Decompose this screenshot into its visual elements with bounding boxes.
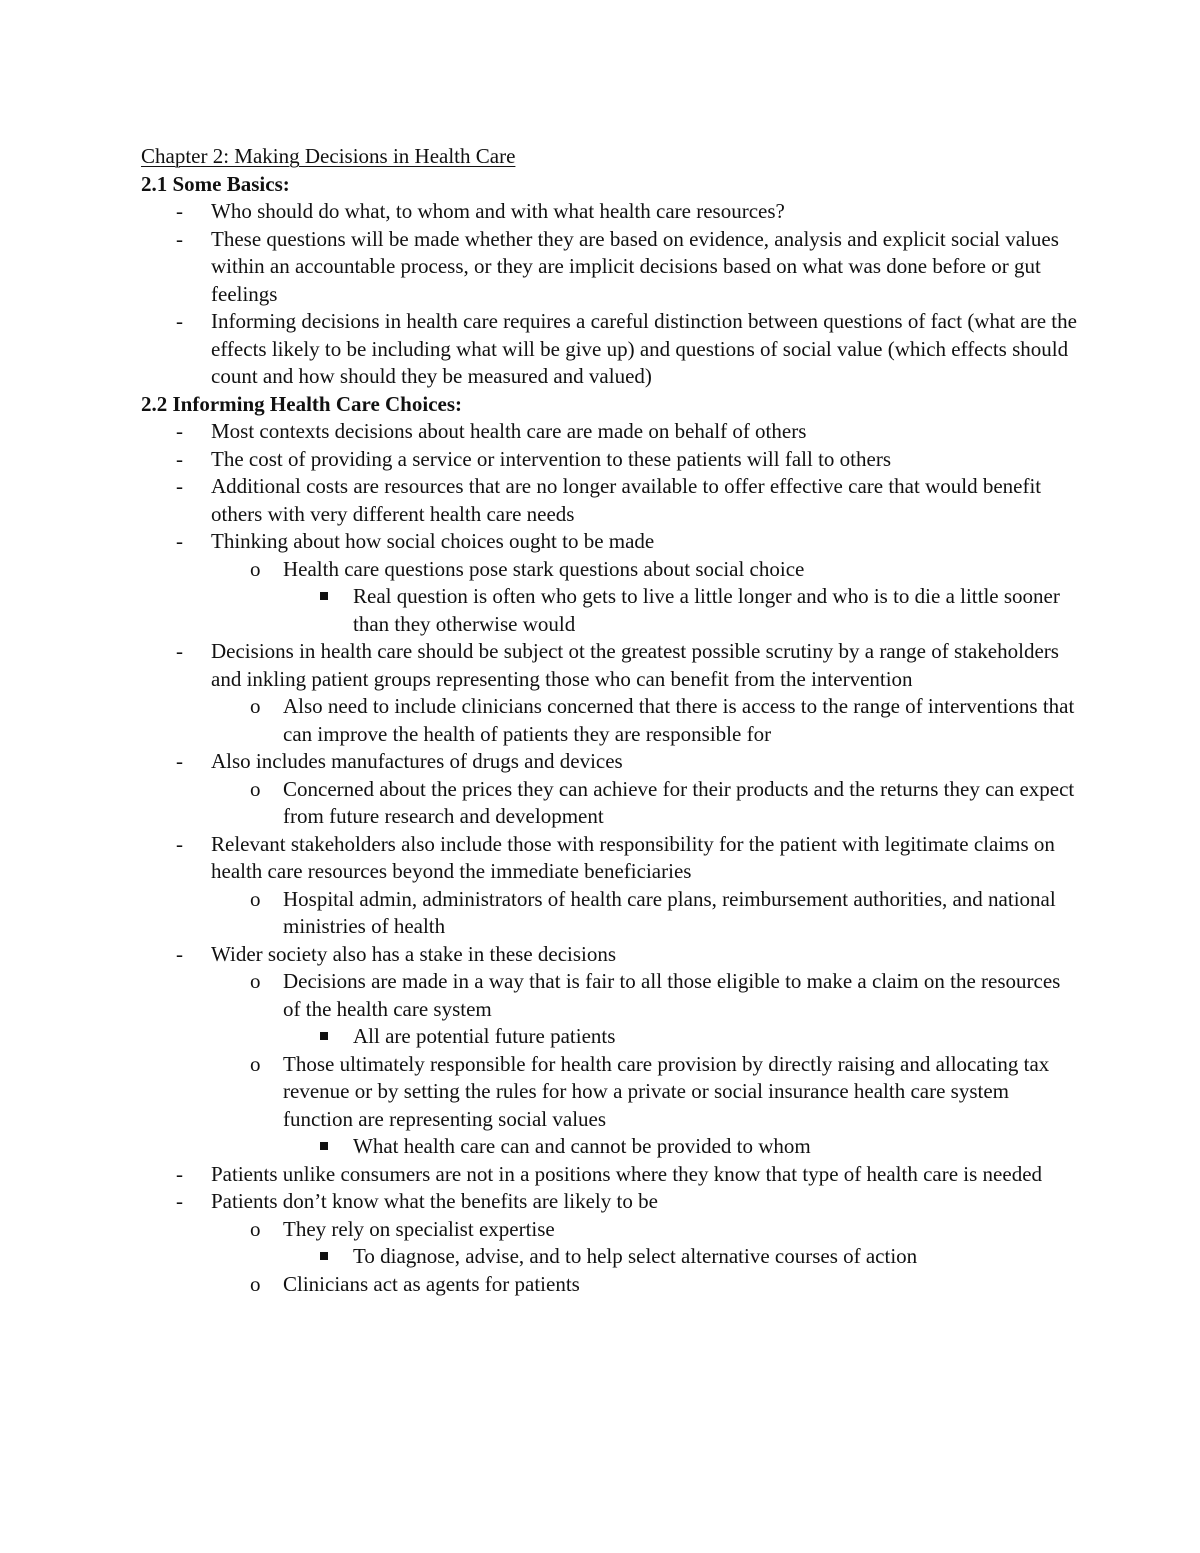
bullet-list-level-1 xyxy=(141,198,1081,391)
square-bullet-icon xyxy=(320,1252,328,1260)
list-item xyxy=(141,473,1081,528)
list-item xyxy=(141,776,1081,831)
circle-bullet-icon: o xyxy=(250,1216,261,1241)
circle-bullet-icon: o xyxy=(250,1051,261,1076)
list-item-text: Informing decisions in health care requires a careful distinction between questions of fact (what are the effects likely to be including what will be give up) and questions of social value (which effects should count and how should they be measured and valued) xyxy=(211,309,1077,388)
bullet-list-level-3 xyxy=(283,1133,1081,1161)
list-item xyxy=(141,748,1081,831)
list-item xyxy=(141,1188,1081,1298)
circle-bullet-icon: o xyxy=(250,776,261,801)
list-item xyxy=(141,1216,1081,1271)
circle-bullet-icon: o xyxy=(250,556,261,581)
list-item xyxy=(141,556,1081,639)
circle-bullet-icon: o xyxy=(250,1271,261,1296)
list-item-text: The cost of providing a service or intervention to these patients will fall to others xyxy=(211,446,891,471)
list-item-text: Concerned about the prices they can achieve for their products and the returns they can expect from future research and development xyxy=(283,776,1075,828)
bullet-list-level-3 xyxy=(283,1243,1081,1271)
list-item-text: Also includes manufactures of drugs and devices xyxy=(211,749,623,773)
list-item-text: Health care questions pose stark questions about social choice xyxy=(283,556,805,581)
dash-bullet-icon: - xyxy=(176,199,183,223)
list-item-text: Clinicians act as agents for patients xyxy=(283,1271,580,1296)
list-item xyxy=(141,1243,1081,1271)
list-item xyxy=(141,886,1081,941)
dash-bullet-icon: - xyxy=(176,639,183,663)
list-item-text: Real question is often who gets to live a little longer and who is to die a little sooner than they otherwise would xyxy=(353,584,1060,636)
list-item-text: Those ultimately responsible for health care provision by directly raising and allocating tax revenue or by setting the rules for how a private or social insurance health care system function are representing social values xyxy=(283,1051,1050,1131)
bullet-list-level-3 xyxy=(283,583,1081,638)
dash-bullet-icon: - xyxy=(176,1189,183,1213)
list-item xyxy=(141,308,1081,391)
list-item xyxy=(141,638,1081,748)
list-item xyxy=(141,1051,1081,1161)
list-item xyxy=(141,418,1081,446)
dash-bullet-icon: - xyxy=(176,226,183,251)
list-item-text: Who should do what, to whom and with what health care resources? xyxy=(211,199,785,223)
list-item-text: Patients don’t know what the benefits are likely to be xyxy=(211,1189,658,1213)
list-item-text: What health care can and cannot be provided to whom xyxy=(353,1134,811,1158)
document-page xyxy=(141,143,1081,1298)
list-item xyxy=(141,446,1081,474)
list-item xyxy=(141,831,1081,941)
list-item xyxy=(141,1161,1081,1189)
dash-bullet-icon: - xyxy=(176,941,183,966)
bullet-list-level-2 xyxy=(211,968,1081,1161)
section xyxy=(141,171,1081,391)
list-item-text: Relevant stakeholders also include those with responsibility for the patient with legitimate claims on health care resources beyond the immediate beneficiaries xyxy=(211,831,1055,883)
list-item-text: Also need to include clinicians concerned that there is access to the range of interventions that can improve the health of patients they are responsible for xyxy=(283,694,1075,746)
bullet-list-level-1 xyxy=(141,418,1081,1298)
bullet-list-level-2 xyxy=(211,693,1081,748)
section-heading: 2.2 Informing Health Care Choices: xyxy=(141,391,462,416)
document-body xyxy=(141,171,1081,1299)
list-item-text: Additional costs are resources that are no longer available to offer effective care that would benefit others with very different health care needs xyxy=(211,474,1042,526)
list-item-text: Decisions are made in a way that is fair to all those eligible to make a claim on the resources of the health care system xyxy=(283,969,1061,1021)
section xyxy=(141,391,1081,1299)
document-title: Chapter 2: Making Decisions in Health Care xyxy=(141,144,516,168)
list-item-text: Decisions in health care should be subject ot the greatest possible scrutiny by a range of stakeholders and inkling patient groups representing those who can benefit from the intervention xyxy=(211,639,1059,691)
section-heading: 2.1 Some Basics: xyxy=(141,171,290,196)
bullet-list-level-2 xyxy=(211,1216,1081,1299)
bullet-list-level-2 xyxy=(211,556,1081,639)
list-item xyxy=(141,1133,1081,1161)
dash-bullet-icon: - xyxy=(176,309,183,333)
circle-bullet-icon: o xyxy=(250,694,261,718)
square-bullet-icon xyxy=(320,1032,328,1040)
bullet-list-level-2 xyxy=(211,886,1081,941)
list-item-text: Wider society also has a stake in these decisions xyxy=(211,941,617,966)
list-item-text: Most contexts decisions about health care are made on behalf of others xyxy=(211,419,807,443)
list-item-text: Patients unlike consumers are not in a positions where they know that type of health care is needed xyxy=(211,1161,1043,1186)
list-item-text: They rely on specialist expertise xyxy=(283,1216,555,1241)
square-bullet-icon xyxy=(320,1142,328,1150)
list-item-text: All are potential future patients xyxy=(353,1024,616,1048)
bullet-list-level-3 xyxy=(283,1023,1081,1051)
dash-bullet-icon: - xyxy=(176,831,183,856)
list-item-text: Hospital admin, administrators of health care plans, reimbursement authorities, and national ministries of health xyxy=(283,886,1056,938)
dash-bullet-icon: - xyxy=(176,474,183,498)
list-item xyxy=(141,226,1081,309)
list-item xyxy=(141,528,1081,638)
list-item-text: Thinking about how social choices ought to be made xyxy=(211,529,655,553)
list-item xyxy=(141,198,1081,226)
list-item xyxy=(141,1271,1081,1299)
square-bullet-icon xyxy=(320,592,328,600)
list-item xyxy=(141,941,1081,1161)
circle-bullet-icon: o xyxy=(250,969,261,993)
bullet-list-level-2 xyxy=(211,776,1081,831)
list-item-text: These questions will be made whether they are based on evidence, analysis and explicit social values within an accountable process, or they are implicit decisions based on what was done before or gut feelings xyxy=(211,226,1059,306)
list-item xyxy=(141,583,1081,638)
dash-bullet-icon: - xyxy=(176,529,183,553)
list-item xyxy=(141,1023,1081,1051)
list-item xyxy=(141,968,1081,1051)
dash-bullet-icon: - xyxy=(176,749,183,773)
dash-bullet-icon: - xyxy=(176,1161,183,1186)
list-item-text: To diagnose, advise, and to help select alternative courses of action xyxy=(353,1244,918,1268)
list-item xyxy=(141,693,1081,748)
circle-bullet-icon: o xyxy=(250,886,261,911)
dash-bullet-icon: - xyxy=(176,419,183,443)
dash-bullet-icon: - xyxy=(176,446,183,471)
